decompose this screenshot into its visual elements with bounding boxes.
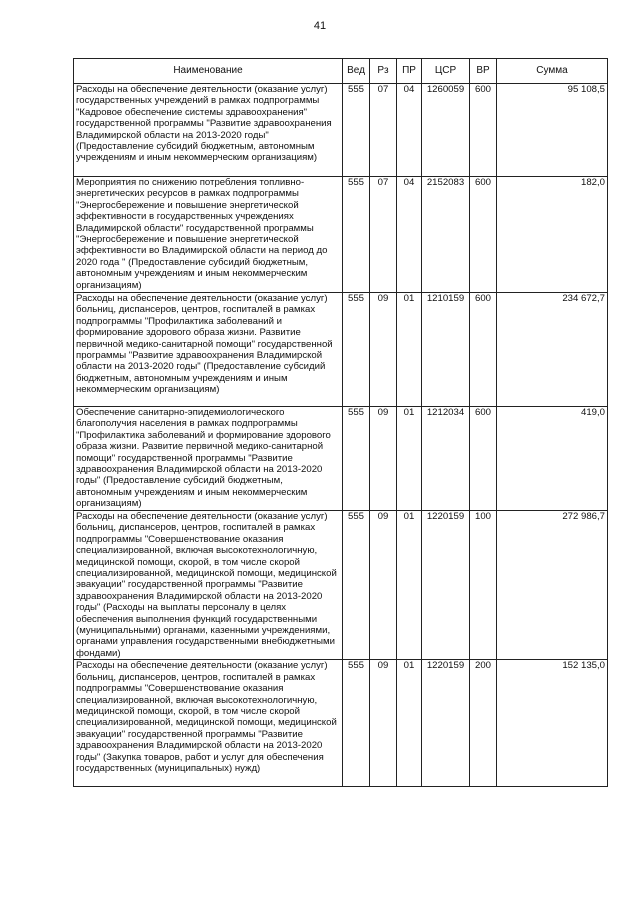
row-ved: 555 [343, 177, 370, 293]
row-pr: 04 [397, 84, 422, 177]
budget-table [73, 58, 608, 787]
table-row [74, 511, 608, 660]
row-pr: 01 [397, 511, 422, 660]
header-csr: ЦСР [422, 59, 470, 84]
row-vr: 600 [470, 293, 497, 407]
row-pr: 01 [397, 407, 422, 511]
table-row [74, 177, 608, 293]
row-vr: 600 [470, 407, 497, 511]
row-csr: 2152083 [422, 177, 470, 293]
table-header-row [74, 59, 608, 84]
header-ved: Вед [343, 59, 370, 84]
row-ved: 555 [343, 660, 370, 787]
row-ved: 555 [343, 293, 370, 407]
row-ved: 555 [343, 407, 370, 511]
row-rz: 09 [370, 511, 397, 660]
page-number: 41 [313, 20, 327, 32]
row-rz: 09 [370, 293, 397, 407]
header-name: Наименование [74, 59, 343, 84]
header-vr: ВР [470, 59, 497, 84]
row-rz: 07 [370, 177, 397, 293]
row-vr: 600 [470, 84, 497, 177]
row-pr: 04 [397, 177, 422, 293]
row-name: Расходы на обеспечение деятельности (оказание услуг) больниц, диспансеров, центров, госпиталей в рамках подпрограммы "Совершенствование оказания специализированной, включая высокотехнологичную, медицинской помощи, скорой, в том числе скорой специализированной, медицинской помощи, медицинской эвакуации" государственной программы "Развитие здравоохранения Владимирской области на 2013-2020 годы" (Расходы на выплаты персоналу в целях обеспечения выполнения функций государственными (муниципальными) органами, казенными учреждениями, органами управления государственными внебюджетными фондами) [74, 511, 343, 660]
header-sum: Сумма [497, 59, 608, 84]
row-csr: 1220159 [422, 511, 470, 660]
header-pr: ПР [397, 59, 422, 84]
row-sum: 95 108,5 [497, 84, 608, 177]
row-sum: 419,0 [497, 407, 608, 511]
row-csr: 1210159 [422, 293, 470, 407]
table-row [74, 660, 608, 787]
row-csr: 1260059 [422, 84, 470, 177]
row-ved: 555 [343, 511, 370, 660]
row-name: Расходы на обеспечение деятельности (оказание услуг) больниц, диспансеров, центров, госпиталей в рамках подпрограммы "Профилактика заболеваний и формирование здорового образа жизни. Развитие первичной медико-санитарной помощи" государственной программы "Развитие здравоохранения Владимирской области на 2013-2020 годы" (Предоставление субсидий бюджетным, автономным учреждениям и иным некоммерческим организациям) [74, 293, 343, 407]
row-vr: 200 [470, 660, 497, 787]
row-name: Мероприятия по снижению потребления топливно-энергетических ресурсов в рамках подпрограммы "Энергосбережение и повышение энергетической эффективности в государственных учреждениях Владимирской области" государственной программы "Энергосбережение и повышение энергетической эффективности во Владимирской области на период до 2020 года " (Предоставление субсидий бюджетным, автономным учреждениям и иным некоммерческим организациям) [74, 177, 343, 293]
row-csr: 1220159 [422, 660, 470, 787]
row-name: Расходы на обеспечение деятельности (оказание услуг) государственных учреждений в рамках подпрограммы "Кадровое обеспечение системы здравоохранения" государственной программы "Развитие здравоохранения Владимирской области на 2013-2020 годы" (Предоставление субсидий бюджетным, автономным учреждениям и иным некоммерческим организациям) [74, 84, 343, 177]
row-vr: 600 [470, 177, 497, 293]
row-rz: 07 [370, 84, 397, 177]
row-sum: 182,0 [497, 177, 608, 293]
header-rz: Рз [370, 59, 397, 84]
row-csr: 1212034 [422, 407, 470, 511]
table-row [74, 407, 608, 511]
row-pr: 01 [397, 293, 422, 407]
row-sum: 234 672,7 [497, 293, 608, 407]
row-name: Обеспечение санитарно-эпидемиологического благополучия населения в рамках подпрограммы "Профилактика заболеваний и формирование здорового образа жизни. Развитие первичной медико-санитарной помощи" государственной программы "Развитие здравоохранения Владимирской области на 2013-2020 годы" (Предоставление субсидий бюджетным, автономным учреждениям и иным некоммерческим организациям) [74, 407, 343, 511]
row-rz: 09 [370, 660, 397, 787]
row-pr: 01 [397, 660, 422, 787]
row-rz: 09 [370, 407, 397, 511]
row-vr: 100 [470, 511, 497, 660]
table-row [74, 293, 608, 407]
row-ved: 555 [343, 84, 370, 177]
table-row [74, 84, 608, 177]
row-sum: 152 135,0 [497, 660, 608, 787]
row-sum: 272 986,7 [497, 511, 608, 660]
row-name: Расходы на обеспечение деятельности (оказание услуг) больниц, диспансеров, центров, госпиталей в рамках подпрограммы "Совершенствование оказания специализированной, включая высокотехнологичную, медицинской помощи, скорой, в том числе скорой специализированной, медицинской помощи, медицинской эвакуации" государственной программы "Развитие здравоохранения Владимирской области на 2013-2020 годы" (Закупка товаров, работ и услуг для обеспечения государственных (муниципальных) нужд) [74, 660, 343, 787]
